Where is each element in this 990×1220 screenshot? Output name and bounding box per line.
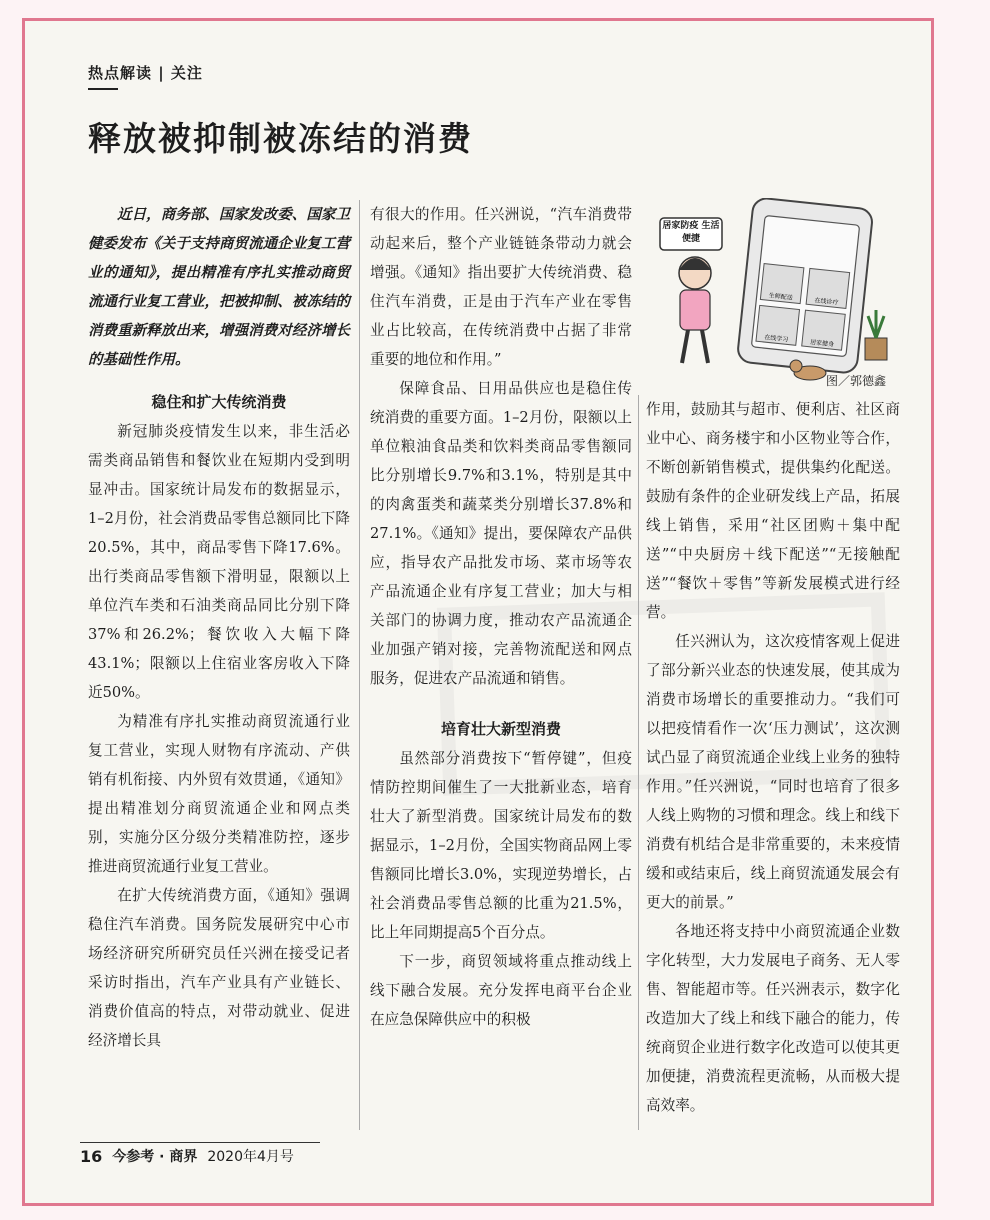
paragraph: 任兴洲认为，这次疫情客观上促进了部分新兴业态的快速发展，使其成为消费市场增长的重要推动力。“我们可以把疫情看作一次‘压力测试’，这次测试凸显了商贸流通企业线上业务的独特作用。”任兴洲说，“同时也培育了很多人线上购物的习惯和理念。线上和线下消费有机结合是非常重要的，未来疫情缓和或结束后，线上商贸流通发展会有更大的前景。” bbox=[646, 633, 900, 911]
issue-date: 2020年4月号 bbox=[207, 1149, 294, 1165]
subheading-new-consumption: 培育壮大新型消费 bbox=[440, 720, 561, 738]
paragraph: 为精准有序扎实推动商贸流通行业复工营业，实现人财物有序流动、产供销有机衔接、内外贸有效贯通，《通知》提出精准划分商贸流通企业和网点类别，实施分区分级分类精准防控，逐步推进商贸流通行业复工营业。 bbox=[88, 713, 350, 875]
section-header: 热点解读 | 关注 bbox=[88, 64, 203, 82]
panel-label: 居家健身 bbox=[809, 338, 835, 349]
sign-bubble bbox=[660, 218, 722, 250]
plant-figure bbox=[865, 310, 887, 360]
column-1 bbox=[88, 200, 350, 1055]
sign-text: 居家防疫 生活便捷 bbox=[662, 221, 720, 244]
paragraph: 各地还将支持中小商贸流通企业数字化转型，大力发展电子商务、无人零售、智能超市等。任兴洲表示，数字化改造加大了线上和线下融合的能力，传统商贸企业进行数字化改造可以使其更加便捷，消费流程更流畅，从而极大提高效率。 bbox=[646, 923, 900, 1114]
person-figure bbox=[679, 257, 711, 363]
cartoon-illustration bbox=[650, 198, 900, 383]
illustration-credit: 图／郭德鑫 bbox=[826, 374, 887, 388]
magazine-name: 今参考 · 商界 bbox=[112, 1149, 198, 1165]
page-number: 16 bbox=[80, 1146, 103, 1166]
paragraph: 新冠肺炎疫情发生以来，非生活必需类商品销售和餐饮业在短期内受到明显冲击。国家统计局发布的数据显示，1–2月份，社会消费品零售总额同比下降20.5%，其中，商品零售下降17.6%。出行类商品零售额下滑明显，限额以上单位汽车类和石油类商品同比分别下降37%和26.2%；餐饮收入大幅下降43.1%；限额以上住宿业客房收入下降近50%。 bbox=[88, 423, 350, 701]
header-rule bbox=[88, 88, 118, 90]
paragraph: 在扩大传统消费方面，《通知》强调稳住汽车消费。国务院发展研究中心市场经济研究所研究员任兴洲在接受记者采访时指出，汽车产业具有产业链长、消费价值高的特点，对带动就业、促进经济增长具 bbox=[88, 887, 350, 1049]
footer-rule bbox=[80, 1142, 320, 1143]
paragraph: 虽然部分消费按下“暂停键”，但疫情防控期间催生了一大批新业态，培育壮大了新型消费。国家统计局发布的数据显示，1–2月份，全国实物商品网上零售额同比增长3.0%，实现逆势增长，占社会消费品零售总额的比重为21.5%，比上年同期提高5个百分点。 bbox=[370, 750, 632, 941]
article-title: 释放被抑制被冻结的消费 bbox=[88, 119, 473, 158]
panel-label: 生鲜配送 bbox=[768, 292, 794, 302]
paragraph: 有很大的作用。任兴洲说，“汽车消费带动起来后，整个产业链链条带动力就会增强。《通知》指出要扩大传统消费、稳住汽车消费，正是由于汽车产业在零售业占比较高，在传统消费中占据了非常重要的地位和作用。” bbox=[370, 206, 632, 368]
column-divider bbox=[359, 200, 360, 1130]
column-3 bbox=[646, 395, 900, 1120]
column-divider bbox=[638, 395, 639, 1130]
paragraph: 下一步，商贸领域将重点推动线上线下融合发展。充分发挥电商平台企业在应急保障供应中的积极 bbox=[370, 953, 632, 1028]
paragraph: 作用，鼓励其与超市、便利店、社区商业中心、商务楼宇和小区物业等合作，不断创新销售模式，提供集约化配送。鼓励有条件的企业研发线上产品，拓展线上销售，采用“社区团购＋集中配送”“中央厨房＋线下配送”“无接触配送”“餐饮＋零售”等新发展模式进行经营。 bbox=[646, 401, 900, 621]
page-footer bbox=[80, 1146, 294, 1166]
phone-icon bbox=[737, 198, 874, 374]
paragraph: 保障食品、日用品供应也是稳住传统消费的重要方面。1–2月份，限额以上单位粮油食品类和饮料类商品零售额同比分别增长9.7%和3.1%，特别是其中的肉禽蛋类和蔬菜类分别增长37.8%和27.1%。《通知》提出，要保障农产品供应，指导农产品批发市场、菜市场等农产品流通企业有序复工营业；加大与相关部门的协调力度，推动农产品流通企业加强产销对接，完善物流配送和网点服务，促进农产品流通和销售。 bbox=[370, 380, 632, 687]
panel-label: 在线诊疗 bbox=[814, 297, 839, 307]
column-2 bbox=[370, 200, 632, 1034]
panel-label: 在线学习 bbox=[764, 334, 789, 344]
subheading-traditional-consumption: 稳住和扩大传统消费 bbox=[151, 393, 287, 411]
lead-paragraph: 近日，商务部、国家发改委、国家卫健委发布《关于支持商贸流通企业复工营业的通知》，提出精准有序扎实推动商贸流通行业复工营业，把被抑制、被冻结的消费重新释放出来，增强消费对经济增长的基础性作用。 bbox=[88, 206, 350, 368]
